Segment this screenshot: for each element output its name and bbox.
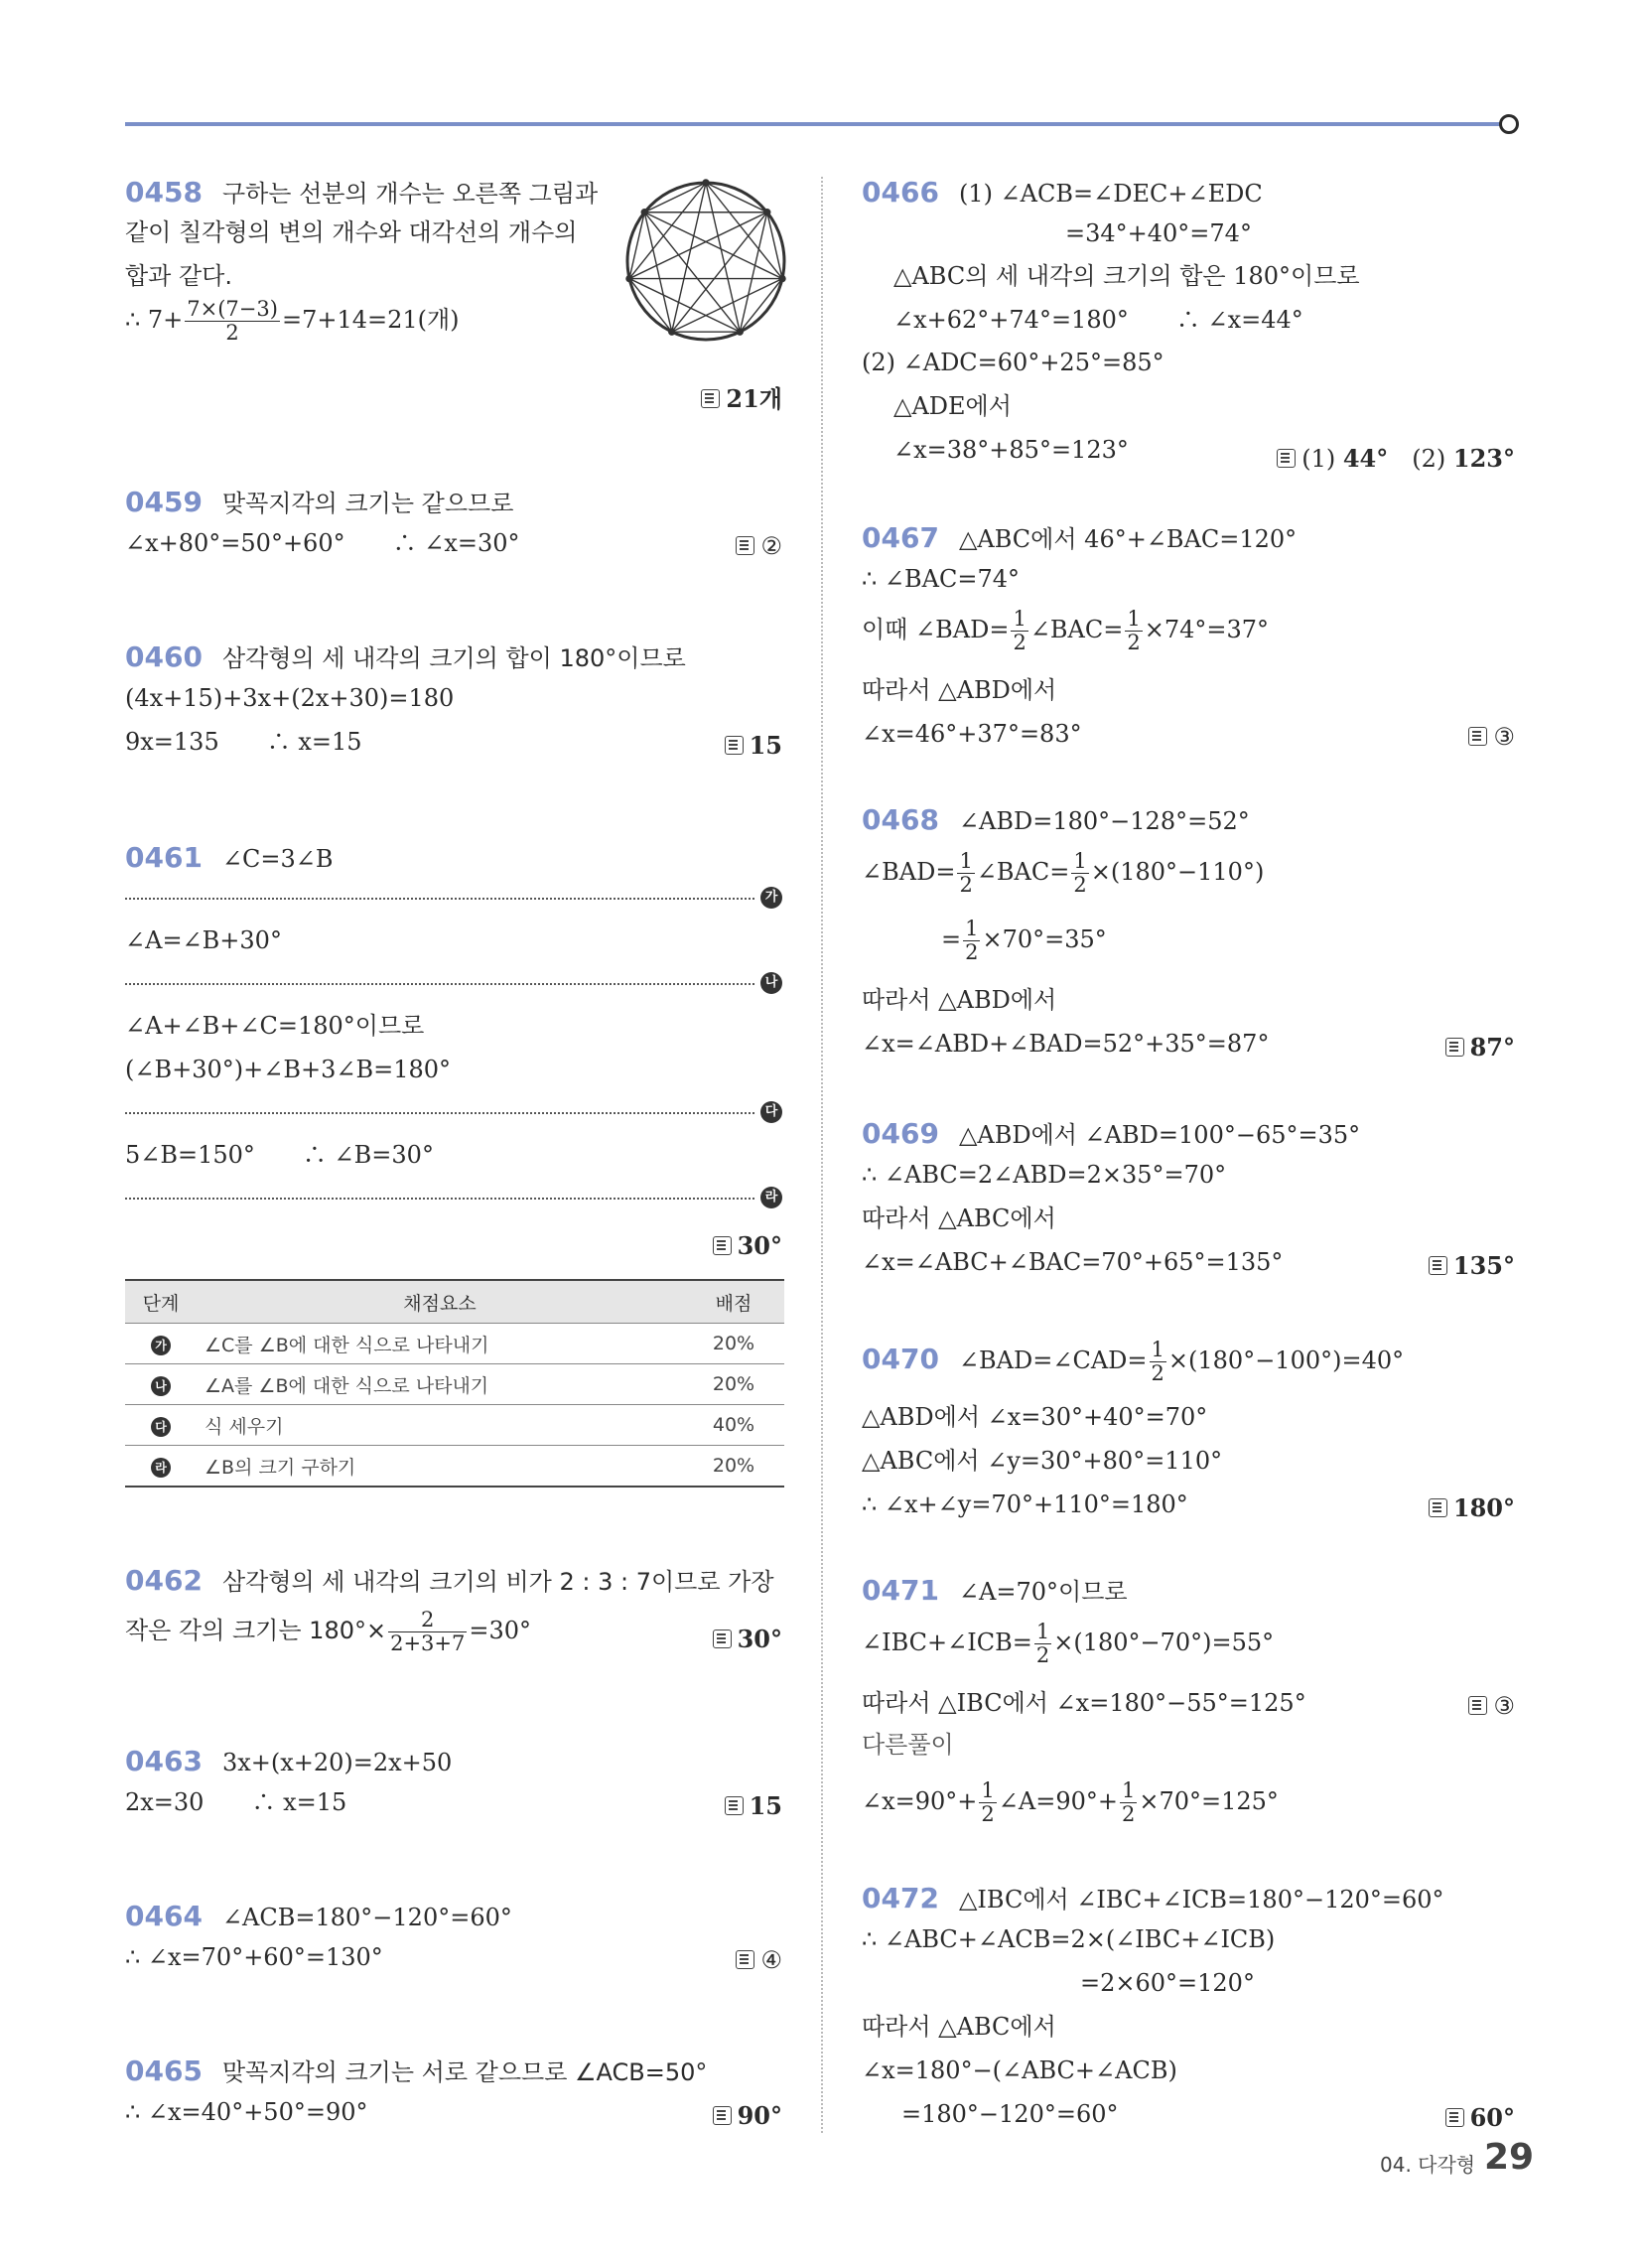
fraction: $\frac{1}{2}$ — [965, 917, 979, 965]
problem-number: 0462 — [125, 1564, 203, 1597]
step-badge: 다 — [760, 1101, 782, 1123]
fraction: $\frac{2}{2+3+7}$ — [390, 1608, 466, 1656]
solution-text: 따라서 △ABD에서 — [862, 676, 1057, 704]
answer-0458: 21개 — [701, 379, 782, 414]
solution-text: △ABD에서 ∠ABD=100°−65°=35° — [958, 1121, 1361, 1149]
answer-icon — [1468, 1696, 1487, 1715]
solution-equation: ∴ ∠ABC=2∠ABD=2×35°=70° — [862, 1161, 1227, 1189]
solution-equation: 이때 ∠BAD= $\frac{1}{2}$ ∠BAC= $\frac{1}{2}$ ×74°=37° — [862, 607, 1270, 655]
solution-equation: ∠ABD=180°−128°=52° — [958, 807, 1250, 835]
answer-icon — [1429, 1256, 1447, 1275]
solution-equation: △ABD에서 ∠x=30°+40°=70° — [862, 1403, 1208, 1431]
solution-equation: 3x+(x+20)=2x+50 — [221, 1749, 453, 1776]
step-divider — [125, 1198, 754, 1200]
solution-equation: 0470 ∠BAD=∠CAD= $\frac{1}{2}$ ×(180°−100°)=40° — [862, 1338, 1405, 1386]
solution-equation: ∠BAD= $\frac{1}{2}$ ∠BAC= $\frac{1}{2}$ ×(180°−110°) — [862, 849, 1265, 898]
problem-number: 0467 — [862, 521, 939, 554]
answer-0464: ④ — [736, 1946, 782, 1974]
step-badge: 가 — [760, 887, 782, 909]
problem-number: 0470 — [862, 1343, 939, 1376]
answer-icon — [725, 1796, 744, 1815]
solution-equation: (2) ∠ADC=60°+25°=85° — [862, 349, 1164, 376]
solution-text: ∠A=70°이므로 — [958, 1578, 1128, 1606]
solution-equation: ∠x=46°+37°=83° — [862, 720, 1082, 748]
solution-equation: (∠B+30°)+∠B+3∠B=180° — [125, 1056, 452, 1083]
answer-icon — [736, 1950, 754, 1969]
solution-text: 합과 같다. — [125, 262, 232, 290]
table-header: 채점요소 — [197, 1280, 683, 1324]
solution-equation: ∠x=38°+85°=123° — [893, 436, 1129, 464]
answer-icon — [1445, 2108, 1464, 2127]
solution-equation: ∠x=90°+ $\frac{1}{2}$ ∠A=90°+ $\frac{1}{2}$ ×70°=125° — [862, 1778, 1279, 1827]
solution-text: 삼각형의 세 내각의 크기의 비가 2 : 3 : 7이므로 가장 — [221, 1568, 774, 1596]
step-badge: 가 — [151, 1336, 171, 1355]
answer-0461: 30° — [713, 1231, 782, 1260]
step-badge: 나 — [760, 972, 782, 994]
solution-equation: ∠x+62°+74°=180° ∴ ∠x=44° — [893, 306, 1303, 334]
solution-equation: ∴ ∠ABC+∠ACB=2×(∠IBC+∠ICB) — [862, 1925, 1276, 1953]
column-divider — [821, 177, 823, 2133]
answer-0466: (1) 44° (2) 123° — [1277, 439, 1515, 474]
step-divider — [125, 983, 754, 985]
answer-0468: 87° — [1445, 1033, 1515, 1062]
heptagon-segment — [629, 279, 740, 333]
solution-equation: 5∠B=150° ∴ ∠B=30° — [125, 1141, 434, 1169]
step-divider — [125, 1112, 754, 1114]
problem-number: 0466 — [862, 176, 939, 209]
scoring-table — [125, 1279, 784, 1488]
answer-0472: 60° — [1445, 2103, 1515, 2132]
solution-equation: ∴ ∠BAC=74° — [862, 565, 1020, 593]
fraction: $\frac{1}{2}$ — [959, 849, 973, 898]
solution-text: △ABC에서 46°+∠BAC=120° — [958, 525, 1298, 553]
problem-number: 0463 — [125, 1745, 203, 1777]
solution-equation: ∠ACB=180°−120°=60° — [221, 1904, 512, 1931]
fraction: $\frac{1}{2}$ — [1127, 607, 1141, 655]
solution-equation: ∠A=∠B+30° — [125, 926, 282, 954]
answer-icon — [701, 389, 720, 408]
solution-equation: ∠x=∠ABC+∠BAC=70°+65°=135° — [862, 1248, 1284, 1276]
solution-text: 따라서 △ABC에서 — [862, 2013, 1056, 2041]
problem-number: 0472 — [862, 1882, 939, 1914]
heptagon-segment — [629, 213, 767, 279]
solution-text: △ABC의 세 내각의 크기의 합은 180°이므로 — [893, 262, 1360, 290]
solution-equation: =2×60°=120° — [1080, 1969, 1255, 1997]
page-number: 29 — [1484, 2137, 1535, 2178]
answer-icon — [725, 736, 744, 755]
header-rule — [125, 122, 1507, 126]
heptagon-diagram — [623, 179, 788, 344]
heptagon-segment — [644, 213, 782, 279]
answer-icon — [713, 2106, 732, 2125]
problem-number: 0471 — [862, 1574, 939, 1607]
fraction: $\frac{1}{2}$ — [1121, 1778, 1136, 1827]
solution-text: 맞꼭지각의 크기는 같으므로 — [221, 490, 514, 517]
fraction: $\frac{7\times(7-3)}{2}$ — [187, 297, 278, 346]
step-divider — [125, 898, 754, 900]
solution-text: 구하는 선분의 개수는 오른쪽 그림과 — [221, 180, 599, 208]
solution-equation: ∴ ∠x=40°+50°=90° — [125, 2098, 368, 2126]
answer-icon — [713, 1630, 732, 1648]
problem-number: 0461 — [125, 841, 203, 874]
solution-equation: ∠x=∠ABD+∠BAD=52°+35°=87° — [862, 1030, 1270, 1058]
answer-0463: 15 — [725, 1791, 782, 1820]
table-row: 다 식 세우기 40% — [125, 1405, 784, 1446]
heptagon-segment — [706, 183, 767, 213]
answer-0467: ③ — [1468, 723, 1515, 751]
header-rule-end-dot — [1499, 114, 1519, 134]
solution-equation: =34°+40°=74° — [1065, 219, 1252, 247]
answer-0459: ② — [736, 532, 782, 560]
heptagon-vertex — [669, 329, 675, 335]
answer-0470: 180° — [1429, 1493, 1515, 1522]
table-header: 배점 — [683, 1280, 784, 1324]
solution-text: 따라서 △ABC에서 — [862, 1205, 1056, 1232]
answer-icon — [1277, 449, 1296, 468]
solution-equation: =180°−120°=60° — [901, 2100, 1119, 2128]
solution-equation: = $\frac{1}{2}$ ×70°=35° — [941, 917, 1107, 965]
problem-number: 0464 — [125, 1900, 203, 1932]
answer-icon — [736, 536, 754, 555]
solution-text: ∠A+∠B+∠C=180°이므로 — [125, 1012, 425, 1040]
solution-equation: (4x+15)+3x+(2x+30)=180 — [125, 684, 455, 712]
chapter-label: 04. 다각형 — [1380, 2153, 1476, 2177]
problem-number: 0459 — [125, 486, 203, 518]
heptagon-segment — [644, 183, 706, 213]
solution-text: △IBC에서 ∠IBC+∠ICB=180°−120°=60° — [958, 1886, 1444, 1914]
answer-0465: 90° — [713, 2101, 782, 2130]
solution-text: 같이 칠각형의 변의 개수와 대각선의 개수의 — [125, 218, 578, 246]
answer-icon — [713, 1236, 732, 1255]
table-header: 단계 — [125, 1280, 197, 1324]
problem-number: 0460 — [125, 640, 203, 673]
fraction: $\frac{1}{2}$ — [1073, 849, 1087, 898]
solution-equation: 2x=30 ∴ x=15 — [125, 1788, 347, 1816]
solution-equation: ∠IBC+∠ICB= $\frac{1}{2}$ ×(180°−70°)=55° — [862, 1620, 1275, 1668]
solution-equation: △ABC에서 ∠y=30°+80°=110° — [862, 1447, 1223, 1475]
heptagon-segment — [672, 279, 782, 333]
heptagon-vertex — [626, 276, 632, 282]
solution-text: 따라서 △IBC에서 ∠x=180°−55°=125° — [862, 1689, 1306, 1717]
step-badge: 나 — [151, 1376, 171, 1396]
step-badge: 라 — [151, 1458, 171, 1478]
solution-text: 맞꼭지각의 크기는 서로 같으므로 ∠ACB=50° — [221, 2058, 708, 2086]
heptagon-vertex — [764, 210, 770, 215]
solution-equation: 9x=135 ∴ x=15 — [125, 728, 362, 756]
fraction: $\frac{1}{2}$ — [1151, 1338, 1164, 1386]
answer-icon — [1429, 1498, 1447, 1517]
solution-text: 삼각형의 세 내각의 크기의 합이 180°이므로 — [221, 644, 686, 672]
problem-number: 0468 — [862, 803, 939, 836]
solution-text: 따라서 △ABD에서 — [862, 986, 1057, 1014]
solution-equation: (1) ∠ACB=∠DEC+∠EDC — [958, 180, 1263, 208]
heptagon-vertex — [737, 329, 743, 335]
heptagon-vertex — [641, 210, 647, 215]
problem-number: 0469 — [862, 1117, 939, 1150]
table-row: 가 ∠C를 ∠B에 대한 식으로 나타내기 20% — [125, 1324, 784, 1364]
answer-0469: 135° — [1429, 1251, 1515, 1280]
solution-equation: ∴ ∠x=70°+60°=130° — [125, 1943, 383, 1971]
answer-0462: 30° — [713, 1625, 782, 1653]
solution-text: △ADE에서 — [893, 392, 1012, 420]
fraction: $\frac{1}{2}$ — [1035, 1620, 1050, 1668]
fraction: $\frac{1}{2}$ — [981, 1778, 995, 1827]
heptagon-vertex — [779, 276, 785, 282]
step-badge: 다 — [151, 1417, 171, 1437]
answer-icon — [1445, 1038, 1464, 1057]
table-row: 라 ∠B의 크기 구하기 20% — [125, 1446, 784, 1488]
answer-0471: ③ — [1468, 1692, 1515, 1720]
answer-0460: 15 — [725, 731, 782, 760]
heptagon-vertex — [703, 180, 709, 186]
solution-equation: ∠C=3∠B — [221, 845, 334, 873]
answer-icon — [1468, 727, 1487, 746]
alternative-solution-label: 다른풀이 — [862, 1731, 954, 1759]
solution-equation: ∠x=180°−(∠ABC+∠ACB) — [862, 2056, 1177, 2084]
problem-number: 0458 — [125, 176, 203, 209]
step-badge: 라 — [760, 1187, 782, 1208]
solution-equation: 작은 각의 크기는 180°× $\frac{2}{2+3+7}$ =30° — [125, 1608, 532, 1656]
fraction: $\frac{1}{2}$ — [1013, 607, 1026, 655]
problem-number: 0465 — [125, 2055, 203, 2087]
solution-equation: ∠x+80°=50°+60° ∴ ∠x=30° — [125, 529, 520, 557]
table-row: 나 ∠A를 ∠B에 대한 식으로 나타내기 20% — [125, 1364, 784, 1405]
solution-equation: ∴ ∠x+∠y=70°+110°=180° — [862, 1490, 1188, 1518]
solution-equation: ∴ 7+ $\frac{7\times(7-3)}{2}$ =7+14=21(개) — [125, 297, 460, 346]
